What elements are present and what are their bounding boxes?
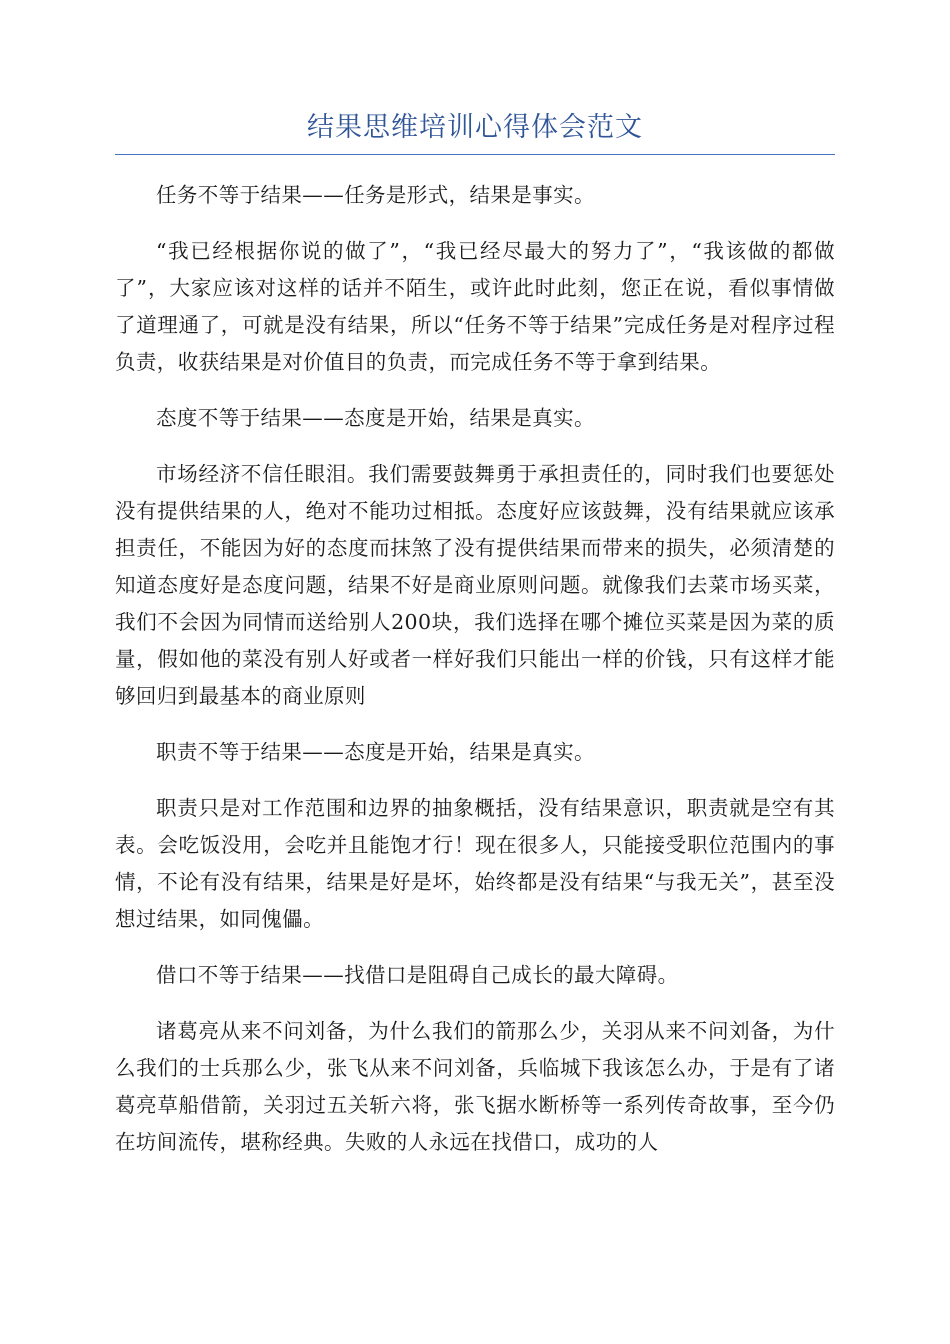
page-title: 结果思维培训心得体会范文 — [307, 112, 643, 143]
paragraph-3: 态度不等于结果——态度是开始，结果是真实。 — [156, 406, 595, 430]
paragraph-7: 借口不等于结果——找借口是阻碍自己成长的最大障碍。 — [156, 963, 679, 987]
paragraph-4: 市场经济不信任眼泪。我们需要鼓舞勇于承担责任的，同时我们也要惩处没有提供结果的人，绝对不能功过相抵。态度好应该鼓舞，没有结果就应该承担责任，不能因为好的态度而抹煞了没有提供结果而带来的损失，必须清楚的知道态度好是态度问题，结果不好是商业原则问题。就像我们去菜市场买菜，我们不会因为同情而送给别人200块，我们选择在哪个摊位买菜是因为菜的质量，假如他的菜没有别人好或者一样好我们只能出一样的价钱，只有这样才能够回归到最基本的商业原则 — [115, 462, 835, 708]
paragraph-6: 职责只是对工作范围和边界的抽象概括，没有结果意识，职责就是空有其表。会吃饭没用，会吃并且能饱才行！现在很多人，只能接受职位范围内的事情，不论有没有结果，结果是好是坏，始终都是没有结果“与我无关”，甚至没想过结果，如同傀儡。 — [115, 796, 835, 931]
paragraph-5: 职责不等于结果——态度是开始，结果是真实。 — [156, 740, 595, 764]
paragraph-1: 任务不等于结果——任务是形式，结果是事实。 — [156, 183, 595, 207]
paragraph-8: 诸葛亮从来不问刘备，为什么我们的箭那么少，关羽从来不问刘备，为什么我们的士兵那么少，张飞从来不问刘备，兵临城下我该怎么办，于是有了诸葛亮草船借箭，关羽过五关斩六将，张飞据水断桥等一系列传奇故事，至今仍在坊间流传，堪称经典。失败的人永远在找借口，成功的人 — [115, 1019, 835, 1154]
document-page — [115, 108, 835, 1180]
paragraph-2: “我已经根据你说的做了”，“我已经尽最大的努力了”，“我该做的都做了”，大家应该对这样的话并不陌生，或许此时此刻，您正在说，看似事情做了道理通了，可就是没有结果，所以“任务不等于结果”完成任务是对程序过程负责，收获结果是对价值目的负责，而完成任务不等于拿到结果。 — [115, 239, 835, 374]
title-divider — [115, 154, 835, 155]
